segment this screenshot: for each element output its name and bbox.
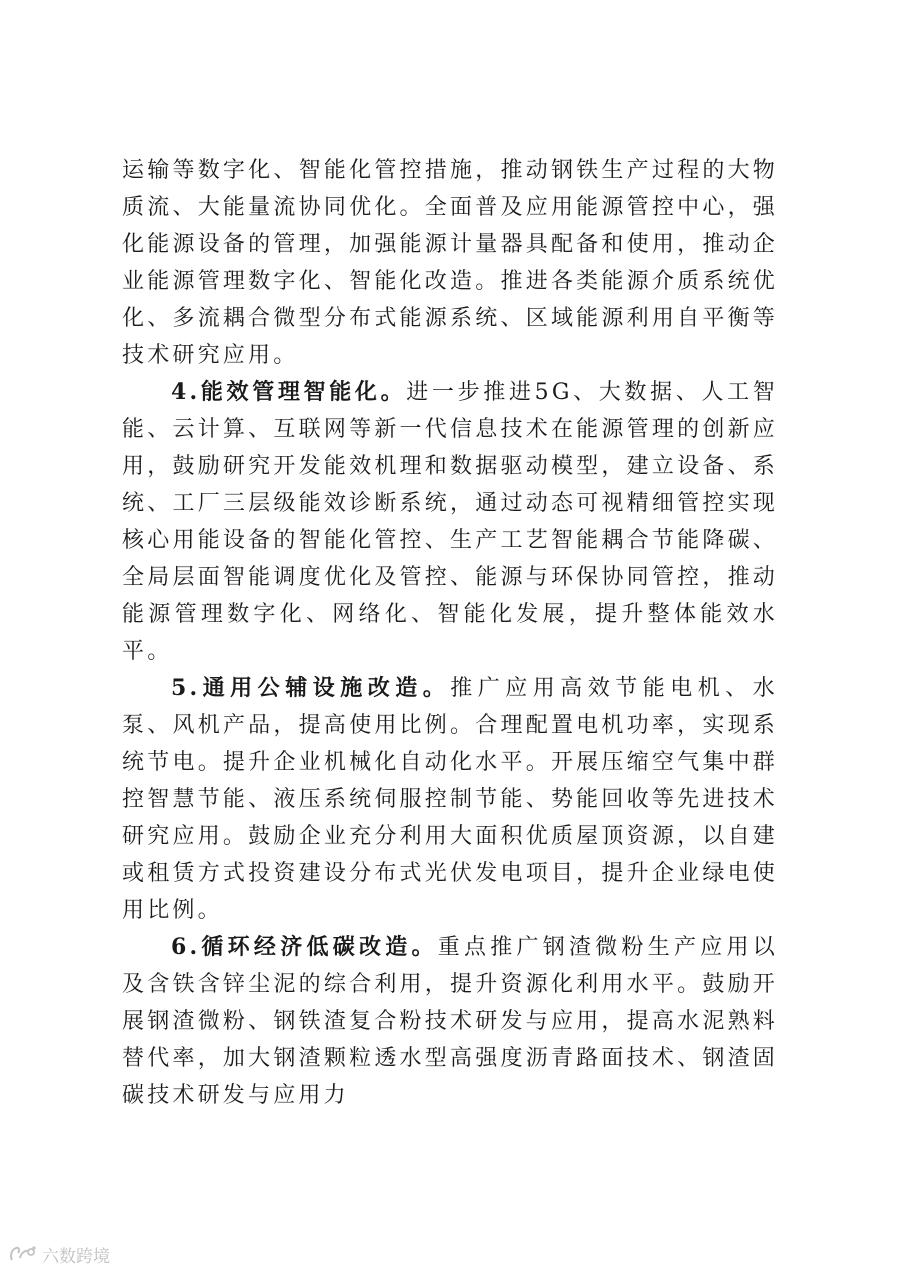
paragraph-continuation	[122, 152, 778, 374]
paragraph-text: 运输等数字化、智能化管控措施，推动钢铁生产过程的大物质流、大能量流协同优化。全面普及应用能源管控中心，强化能源设备的管理，加强能源计量器具配备和使用，推动企业能源管理数字化、智能化改造。推进各类能源介质系统优化、多流耦合微型分布式能源系统、区域能源利用自平衡等技术研究应用。	[122, 158, 778, 368]
document-body	[122, 152, 778, 1114]
paragraph-circular-economy	[122, 929, 778, 1114]
paragraph-heading: 6.循环经济低碳改造。	[171, 934, 438, 960]
paragraph-energy-efficiency	[122, 374, 778, 670]
paragraph-text: 重点推广钢渣微粉生产应用以及含铁含锌尘泥的综合利用，提升资源化利用水平。鼓励开展钢渣微粉、钢铁渣复合粉技术研发与应用，提高水泥熟料替代率，加大钢渣颗粒透水型高强度沥青路面技术、钢渣固碳技术研发与应用力	[122, 935, 779, 1108]
watermark	[8, 1243, 110, 1265]
watermark-text: 六数跨境	[42, 1246, 110, 1267]
paragraph-utility-facilities	[122, 670, 778, 929]
paragraph-heading: 5.通用公辅设施改造。	[171, 675, 451, 701]
paragraph-text: 推广应用高效节能电机、水泵、风机产品，提高使用比例。合理配置电机功率，实现系统节电。提升企业机械化自动化水平。开展压缩空气集中群控智慧节能、液压系统伺服控制节能、势能回收等先进技术研究应用。鼓励企业充分利用大面积优质屋顶资源，以自建或租赁方式投资建设分布式光伏发电项目，提升企业绿电使用比例。	[122, 676, 778, 923]
paragraph-text: 进一步推进5G、大数据、人工智能、云计算、互联网等新一代信息技术在能源管理的创新应用，鼓励研究开发能效机理和数据驱动模型，建立设备、系统、工厂三层级能效诊断系统，通过动态可视精细管控实现核心用能设备的智能化管控、生产工艺智能耦合节能降碳、全局层面智能调度优化及管控、能源与环保协同管控，推动能源管理数字化、网络化、智能化发展，提升整体能效水平。	[122, 380, 778, 664]
brand-logo-icon	[8, 1244, 38, 1264]
paragraph-heading: 4.能效管理智能化。	[171, 379, 407, 405]
